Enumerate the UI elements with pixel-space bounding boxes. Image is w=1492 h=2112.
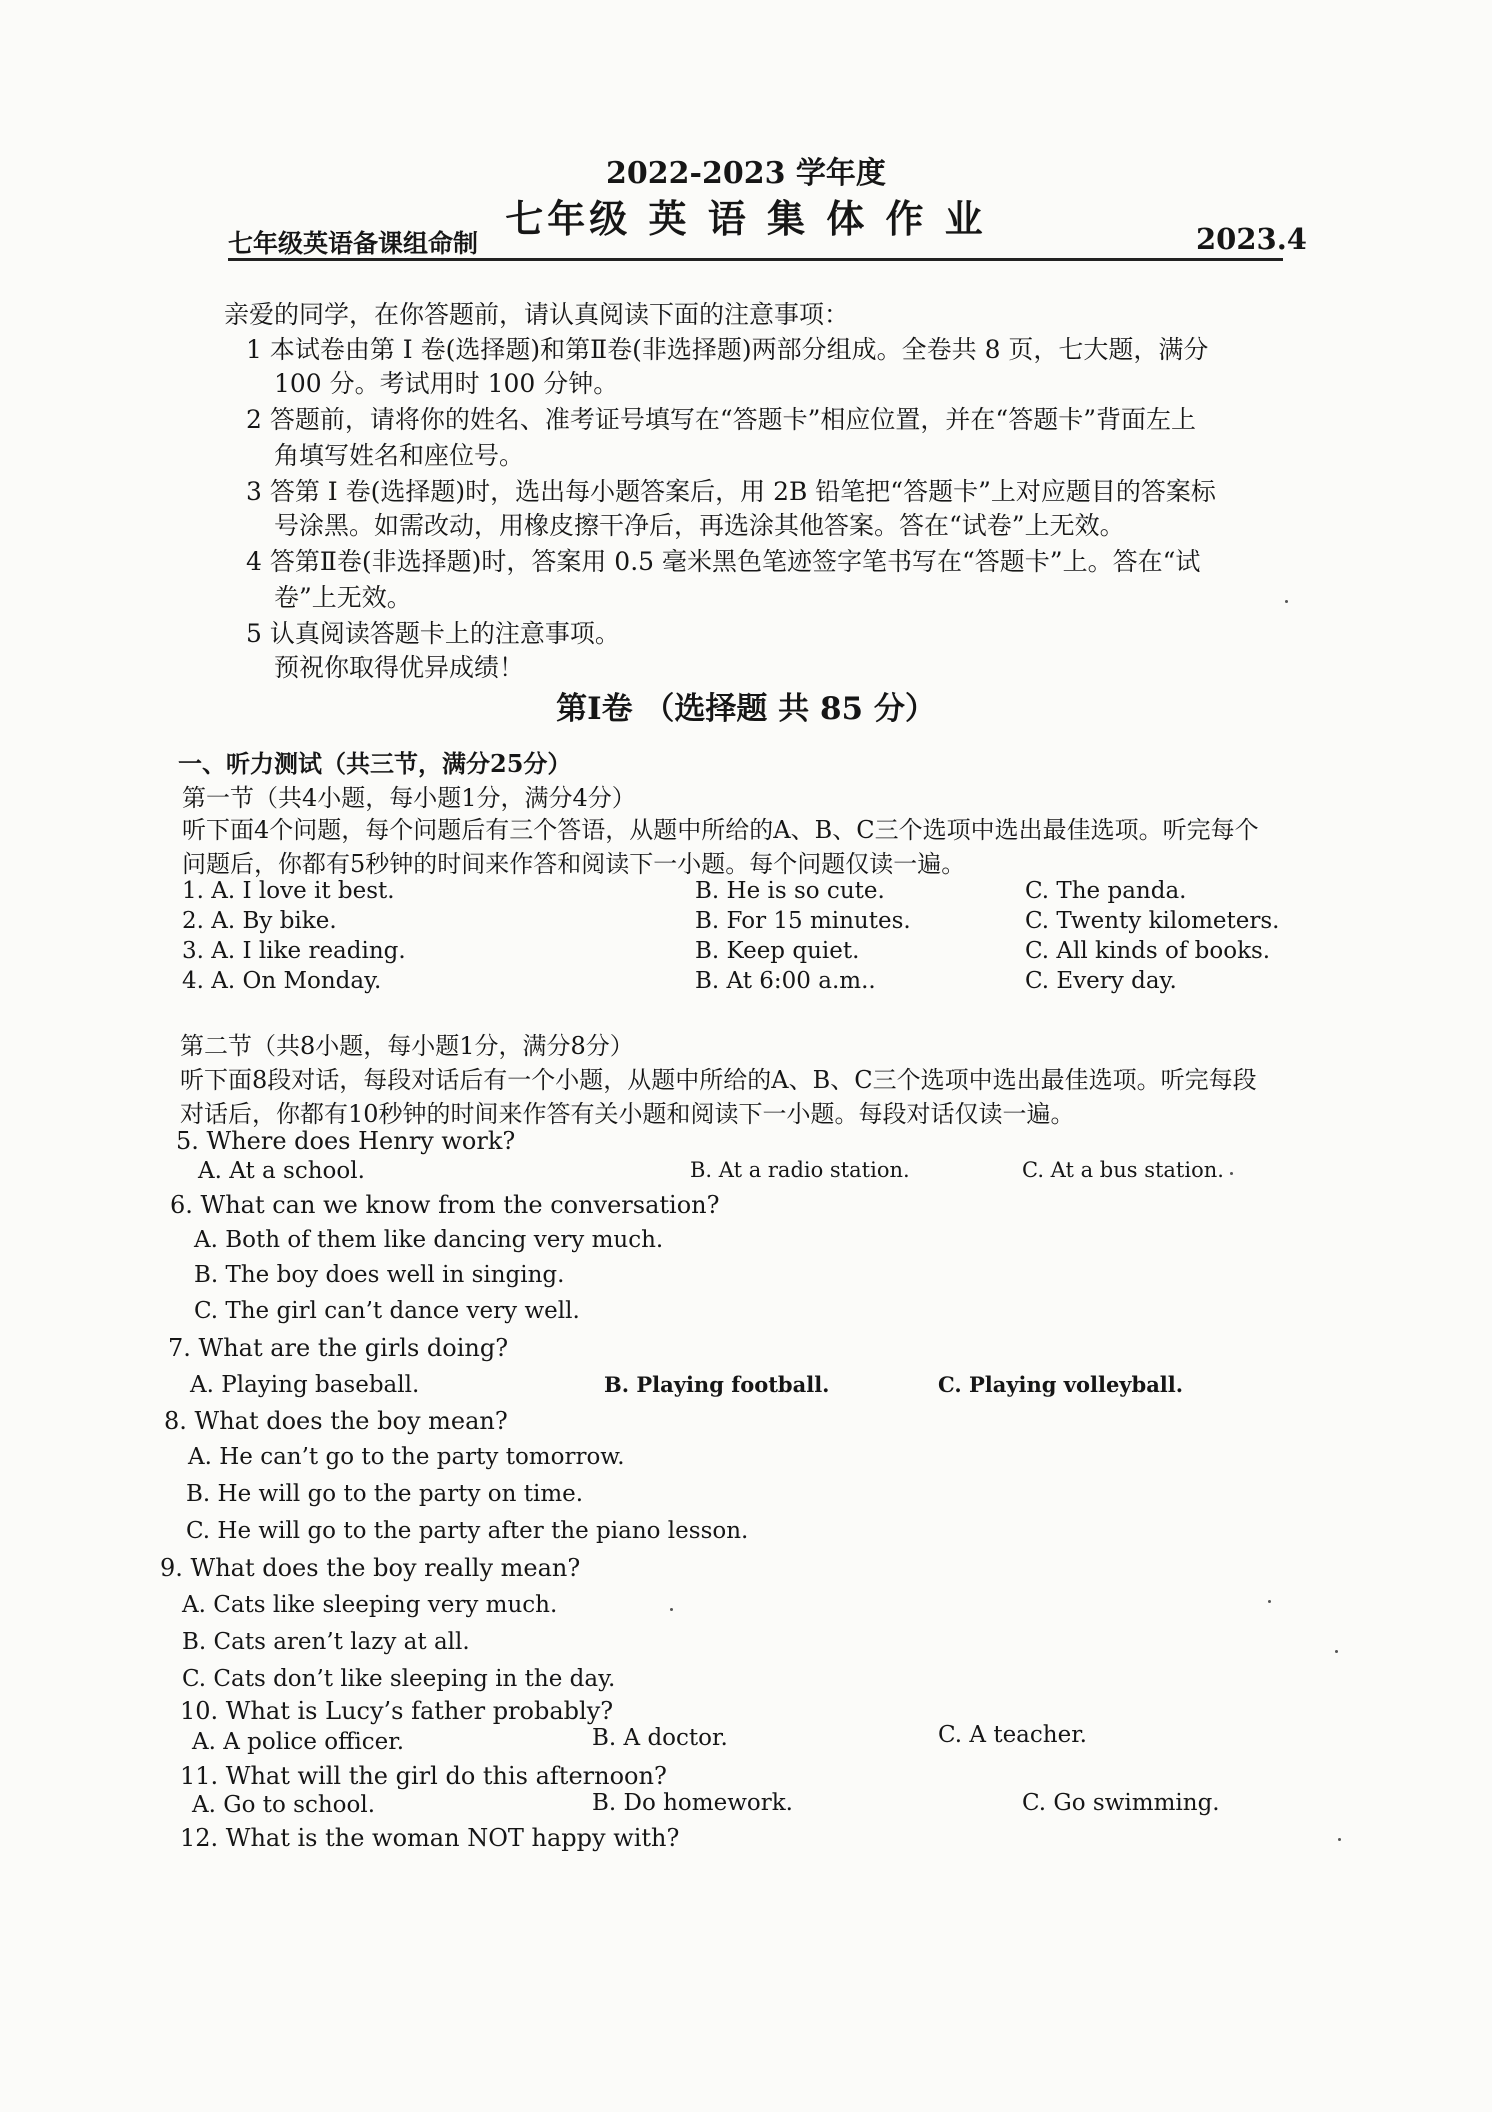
notes-line: 2 答题前，请将你的姓名、准考证号填写在“答题卡”相应位置，并在“答题卡”背面左上 [246, 405, 1196, 434]
q4-option-a: 4. A. On Monday. [182, 968, 382, 994]
notes-line: 卷”上无效。 [274, 583, 412, 612]
q2-option-b: B. For 15 minutes. [695, 908, 911, 934]
q9-option-a: A. Cats like sleeping very much. [182, 1592, 558, 1618]
q8-option-a: A. He can’t go to the party tomorrow. [188, 1444, 625, 1470]
q4-option-b: B. At 6:00 a.m.. [695, 968, 876, 994]
q11-option-b: B. Do homework. [592, 1790, 793, 1816]
q9-stem: 9. What does the boy really mean? [160, 1554, 581, 1582]
q11-option-c: C. Go swimming. [1022, 1790, 1220, 1816]
q7-option-c: C. Playing volleyball. [938, 1372, 1184, 1397]
notes-line: 3 答第 Ⅰ 卷(选择题)时，选出每小题答案后，用 2B 铅笔把“答题卡”上对应题目的答案标 [246, 477, 1216, 506]
part2-heading: 第二节（共8小题，每小题1分，满分8分） [180, 1032, 634, 1060]
scan-speck [1335, 1650, 1338, 1653]
q6-option-a: A. Both of them like dancing very much. [194, 1227, 664, 1253]
notes-intro: 亲爱的同学，在你答题前，请认真阅读下面的注意事项： [224, 300, 850, 329]
q6-option-c: C. The girl can’t dance very well. [194, 1298, 580, 1324]
q12-stem: 12. What is the woman NOT happy with? [180, 1824, 680, 1852]
q10-option-a: A. A police officer. [192, 1729, 405, 1755]
q3-option-a: 3. A. I like reading. [182, 938, 406, 964]
prepared-by: 七年级英语备课组命制 [228, 229, 479, 258]
header-rule [228, 258, 1283, 261]
scan-speck [1268, 1600, 1271, 1603]
scan-speck [670, 1608, 673, 1611]
q8-stem: 8. What does the boy mean? [164, 1407, 508, 1435]
part1-heading: 第一节（共4小题，每小题1分，满分4分） [182, 784, 636, 812]
scan-speck [1285, 600, 1288, 603]
q10-option-c: C. A teacher. [938, 1722, 1087, 1748]
q9-option-c: C. Cats don’t like sleeping in the day. [182, 1666, 616, 1692]
q8-option-b: B. He will go to the party on time. [186, 1481, 584, 1507]
q5-option-b: B. At a radio station. [690, 1158, 910, 1182]
part2-instruction: 听下面8段对话，每段对话后有一个小题，从题中所给的A、B、C三个选项中选出最佳选项。听完每段 [180, 1066, 1257, 1094]
q10-option-b: B. A doctor. [592, 1725, 728, 1751]
notes-line: 角填写姓名和座位号。 [274, 441, 525, 470]
q9-option-b: B. Cats aren’t lazy at all. [182, 1629, 470, 1655]
notes-line: 4 答第Ⅱ卷(非选择题)时，答案用 0.5 毫米黑色笔迹签字笔书写在“答题卡”上。答在“试 [246, 547, 1201, 576]
q1-option-b: B. He is so cute. [695, 878, 885, 904]
q1-option-c: C. The panda. [1025, 878, 1187, 904]
q7-option-a: A. Playing baseball. [190, 1372, 420, 1398]
q3-option-b: B. Keep quiet. [695, 938, 860, 964]
scan-speck [1338, 1838, 1341, 1841]
notes-line: 5 认真阅读答题卡上的注意事项。 [246, 619, 620, 648]
q3-option-c: C. All kinds of books. [1025, 938, 1271, 964]
q6-option-b: B. The boy does well in singing. [194, 1262, 565, 1288]
exam-title: 七年级 英 语 集 体 作 业 [505, 196, 987, 241]
q1-option-a: 1. A. I love it best. [182, 878, 395, 904]
part1-instruction: 问题后，你都有5秒钟的时间来作答和阅读下一小题。每个问题仅读一遍。 [182, 850, 966, 878]
q5-option-c: C. At a bus station. [1022, 1158, 1224, 1182]
q5-stem: 5. Where does Henry work? [176, 1127, 516, 1155]
notes-line: 1 本试卷由第 Ⅰ 卷(选择题)和第Ⅱ卷(非选择题)两部分组成。全卷共 8 页，七大题，满分 [246, 335, 1209, 364]
notes-line: 预祝你取得优异成绩！ [274, 653, 525, 682]
q4-option-c: C. Every day. [1025, 968, 1177, 994]
q7-stem: 7. What are the girls doing? [168, 1334, 509, 1362]
exam-year: 2022-2023 学年度 [606, 156, 886, 191]
q6-stem: 6. What can we know from the conversation? [170, 1191, 720, 1219]
q7-option-b: B. Playing football. [604, 1372, 830, 1397]
notes-line: 号涂黑。如需改动，用橡皮擦干净后，再选涂其他答案。答在“试卷”上无效。 [274, 511, 1125, 540]
exam-date: 2023.4 [1196, 222, 1307, 256]
section-title: 第Ⅰ卷 （选择题 共 85 分） [556, 691, 936, 727]
q11-stem: 11. What will the girl do this afternoon? [180, 1762, 667, 1790]
q10-stem: 10. What is Lucy’s father probably? [180, 1697, 614, 1725]
listening-heading: 一、听力测试（共三节，满分25分） [178, 749, 572, 778]
q11-option-a: A. Go to school. [192, 1792, 376, 1818]
scan-speck [1230, 1172, 1233, 1175]
q8-option-c: C. He will go to the party after the piano lesson. [186, 1518, 749, 1544]
part2-instruction: 对话后，你都有10秒钟的时间来作答有关小题和阅读下一小题。每段对话仅读一遍。 [180, 1100, 1075, 1128]
q5-option-a: A. At a school. [198, 1158, 365, 1184]
notes-line: 100 分。考试用时 100 分钟。 [274, 369, 619, 398]
q2-option-c: C. Twenty kilometers. [1025, 908, 1280, 934]
q2-option-a: 2. A. By bike. [182, 908, 337, 934]
part1-instruction: 听下面4个问题，每个问题后有三个答语，从题中所给的A、B、C三个选项中选出最佳选项。听完每个 [182, 816, 1259, 844]
